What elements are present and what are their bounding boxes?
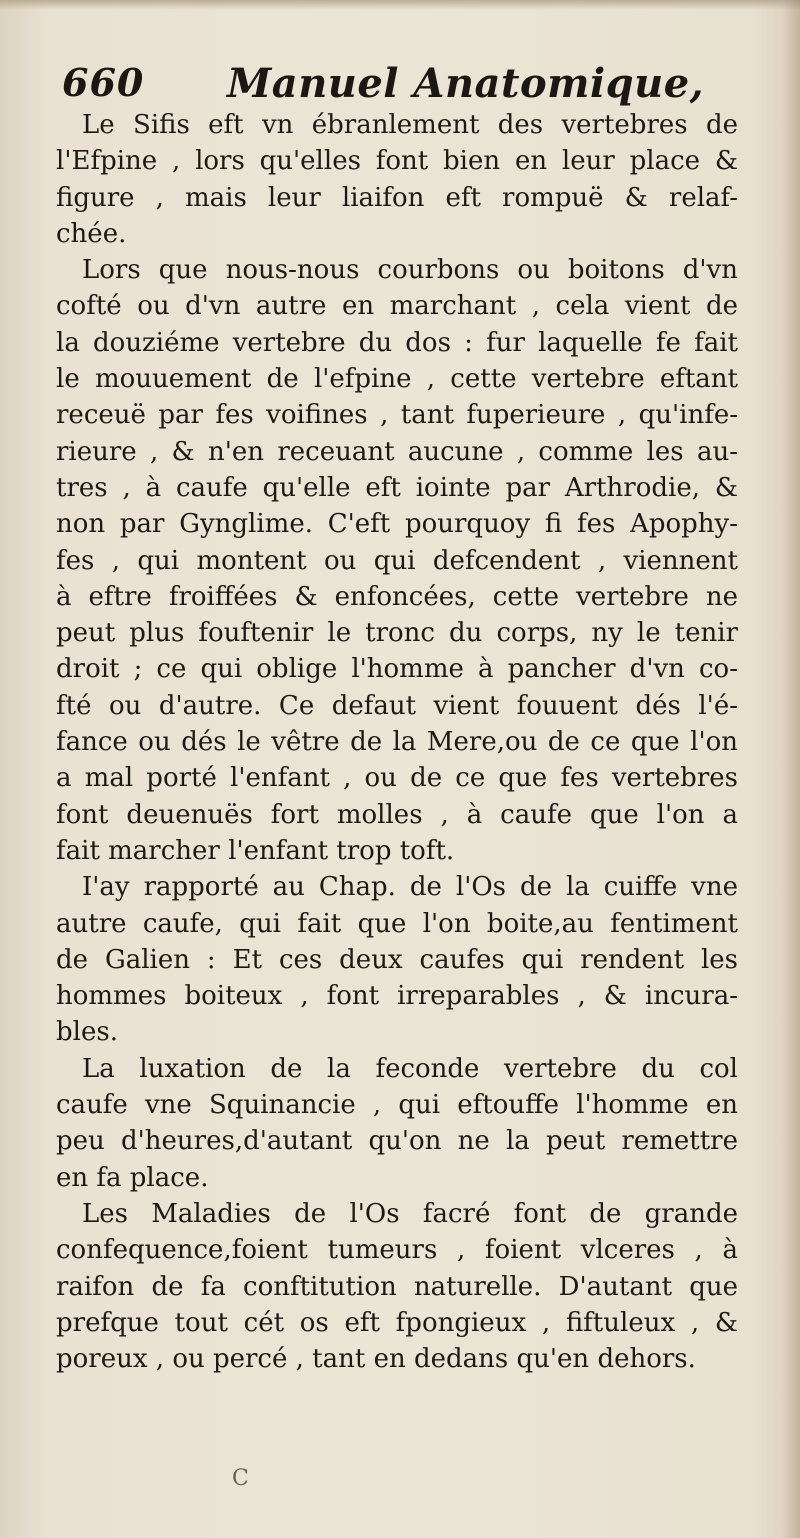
- text-line: caufe vne Squinancie , qui eftouffe l'homme en: [56, 1090, 738, 1121]
- text-line: la douziéme vertebre du dos : fur laquelle fe fait: [56, 327, 738, 358]
- text-line: Les Maladies de l'Os facré font de grande: [82, 1198, 738, 1229]
- text-line: autre caufe, qui fait que l'on boite,au fentiment: [56, 908, 738, 939]
- text-line: l'Efpine , lors qu'elles font bien en leur place &: [56, 146, 738, 177]
- text-line: bles.: [56, 1017, 118, 1048]
- page-top-edge: [0, 0, 800, 10]
- text-line: à eftre froiffées & enfoncées, cette vertebre ne: [56, 581, 738, 612]
- text-line: fté ou d'autre. Ce defaut vient fouuent dés l'é-: [56, 690, 738, 721]
- text-line: tres , à caufe qu'elle eft iointe par Arthrodie, &: [56, 472, 738, 503]
- text-line: rieure , & n'en receuant aucune , comme les au-: [56, 436, 738, 467]
- text-line: non par Gynglime. C'eft pourquoy fi fes Apophy-: [56, 509, 738, 540]
- text-line: peut plus fouftenir le tronc du corps, ny le tenir: [56, 618, 738, 649]
- signature-mark: C: [232, 1466, 249, 1491]
- text-line: chée.: [56, 218, 127, 249]
- page-number: 660: [62, 60, 145, 105]
- body-text: [56, 107, 738, 1377]
- page-header: [62, 60, 762, 110]
- text-line: receuë par fes voifines , tant fuperieure , qu'infe-: [56, 400, 738, 431]
- text-line: fes , qui montent ou qui defcendent , viennent: [56, 545, 738, 576]
- text-line: peu d'heures,d'autant qu'on ne la peut remettre: [56, 1126, 738, 1157]
- text-line: a mal porté l'enfant , ou de ce que fes vertebres: [56, 763, 738, 794]
- text-line: hommes boiteux , font irreparables , & incura-: [56, 981, 738, 1012]
- page-gutter-shadow: [782, 0, 800, 1538]
- text-line: cofté ou d'vn autre en marchant , cela vient de: [56, 291, 738, 322]
- text-line: de Galien : Et ces deux caufes qui rendent les: [56, 944, 738, 975]
- text-line: poreux , ou percé , tant en dedans qu'en dehors.: [56, 1344, 696, 1375]
- text-line: raifon de fa conftitution naturelle. D'autant que: [56, 1271, 738, 1302]
- text-line: prefque tout cét os eft fpongieux , fiftuleux , &: [56, 1307, 738, 1338]
- text-line: confequence,foient tumeurs , foient vlceres , à: [56, 1235, 738, 1266]
- text-line: le mouuement de l'efpine , cette vertebre eftant: [56, 364, 738, 395]
- text-line: en fa place.: [56, 1162, 209, 1193]
- text-line: I'ay rapporté au Chap. de l'Os de la cuiffe vne: [82, 872, 738, 903]
- text-line: figure , mais leur liaifon eft rompuë & relaf-: [56, 182, 738, 213]
- text-line: droit ; ce qui oblige l'homme à pancher d'vn co-: [56, 654, 738, 685]
- text-line: La luxation de la feconde vertebre du col: [82, 1053, 738, 1084]
- text-line: fance ou dés le vêtre de la Mere,ou de ce que l'on: [56, 727, 738, 758]
- running-title: Manuel Anatomique,: [227, 60, 705, 107]
- text-line: fait marcher l'enfant trop toft.: [56, 835, 455, 866]
- text-line: Le Sifis eft vn ébranlement des vertebres de: [82, 110, 738, 140]
- text-line: Lors que nous-nous courbons ou boitons d'vn: [82, 255, 738, 286]
- text-line: font deuenuës fort molles , à caufe que l'on a: [56, 799, 738, 830]
